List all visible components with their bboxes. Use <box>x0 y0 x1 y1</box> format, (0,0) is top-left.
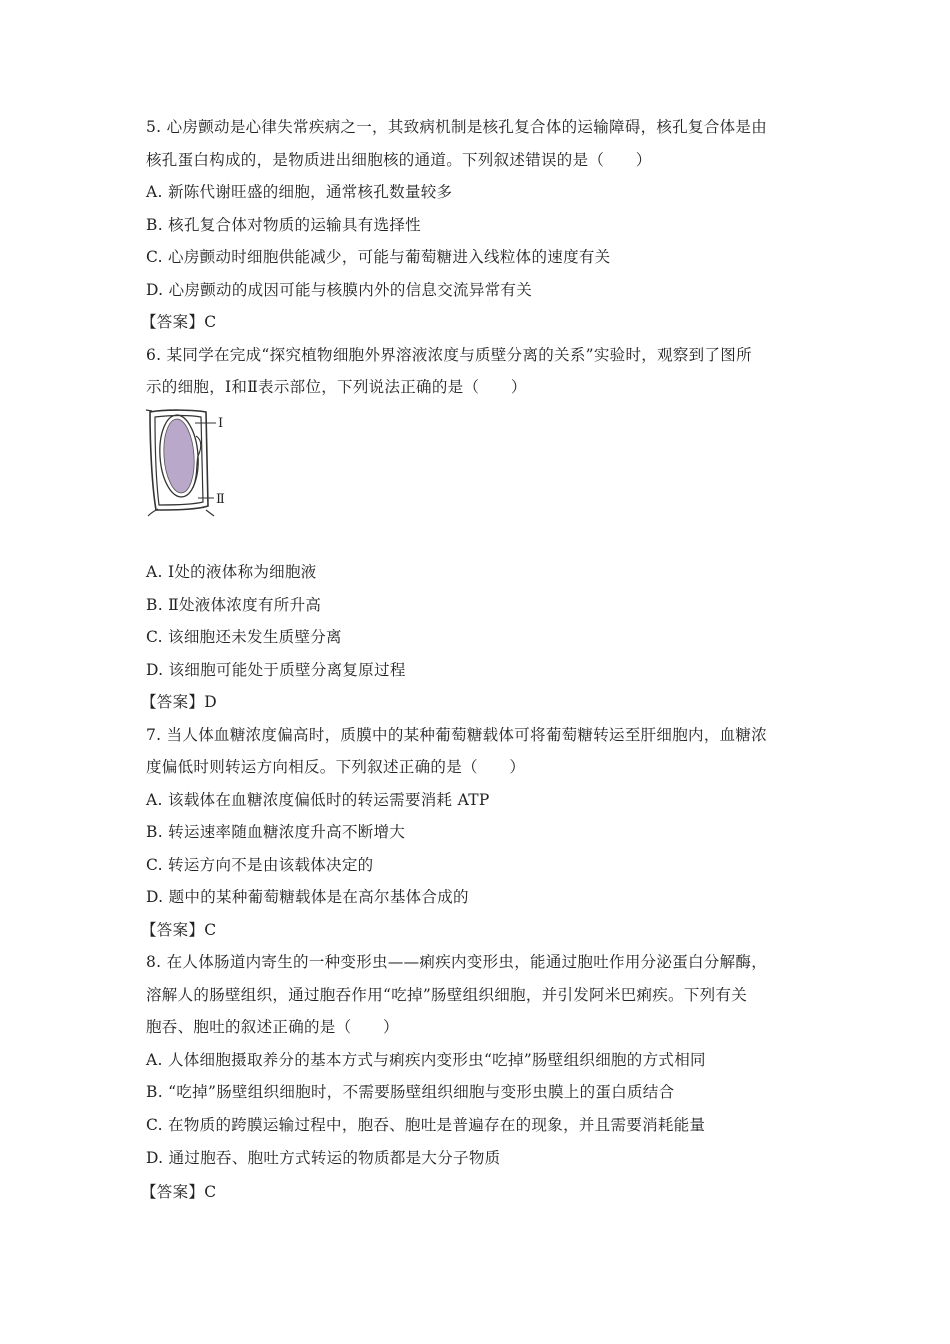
q8-option-c: C. 在物质的跨膜运输过程中，胞吞、胞吐是普遍存在的现象，并且需要消耗能量 <box>146 1116 706 1134</box>
q8-option-b: B. “吃掉”肠壁组织细胞时，不需要肠壁组织细胞与变形虫膜上的蛋白质结合 <box>146 1083 675 1101</box>
vacuole <box>161 418 196 494</box>
q5-stem-line-1: 5. 心房颤动是心律失常疾病之一，其致病机制是核孔复合体的运输障碍，核孔复合体是由 <box>146 118 768 136</box>
adjacent-wall-right <box>206 510 214 516</box>
q7-answer: 【答案】C <box>141 921 217 939</box>
q8-stem-line-3: 胞吞、胞吐的叙述正确的是（ ） <box>146 1018 399 1036</box>
q6-answer: 【答案】D <box>141 693 217 711</box>
adjacent-wall-top <box>146 410 152 411</box>
q5-option-a: A. 新陈代谢旺盛的细胞，通常核孔数量较多 <box>146 183 453 201</box>
q5-option-c: C. 心房颤动时细胞供能减少，可能与葡萄糖进入线粒体的速度有关 <box>146 248 611 266</box>
q7-option-c: C. 转运方向不是由该载体决定的 <box>146 856 374 874</box>
label-2: Ⅱ <box>216 492 225 507</box>
q8-option-d: D. 通过胞吞、胞吐方式转运的物质都是大分子物质 <box>146 1149 501 1167</box>
q8-answer: 【答案】C <box>141 1183 217 1201</box>
q8-option-a: A. 人体细胞摄取养分的基本方式与痢疾内变形虫“吃掉”肠壁组织细胞的方式相同 <box>146 1051 706 1069</box>
q5-option-d: D. 心房颤动的成因可能与核膜内外的信息交流异常有关 <box>146 281 533 299</box>
adjacent-wall-bottom <box>148 509 158 516</box>
q6-option-a: A. Ⅰ处的液体称为细胞液 <box>146 563 317 581</box>
q6-option-b: B. Ⅱ处液体浓度有所升高 <box>146 596 322 614</box>
q7-stem-line-1: 7. 当人体血糖浓度偏高时，质膜中的某种葡萄糖载体可将葡萄糖转运至肝细胞内，血糖浓 <box>146 726 768 744</box>
q5-answer: 【答案】C <box>141 313 217 331</box>
q8-stem-line-1: 8. 在人体肠道内寄生的一种变形虫——痢疾内变形虫，能通过胞吐作用分泌蛋白分解酶， <box>146 953 768 971</box>
q6-option-c: C. 该细胞还未发生质壁分离 <box>146 628 342 646</box>
q7-option-b: B. 转运速率随血糖浓度升高不断增大 <box>146 823 406 841</box>
q6-stem-line-1: 6. 某同学在完成“探究植物细胞外界溶液浓度与质壁分离的关系”实验时，观察到了图所 <box>146 346 752 364</box>
plasmolysis-cell-figure <box>146 406 238 524</box>
q8-stem-line-2: 溶解人的肠壁组织，通过胞吞作用“吃掉”肠壁组织细胞，并引发阿米巴痢疾。下列有关 <box>146 986 748 1004</box>
plant-cell-diagram <box>146 406 238 524</box>
label-1: Ⅰ <box>218 416 224 431</box>
q7-option-a: A. 该载体在血糖浓度偏低时的转运需要消耗 ATP <box>146 791 490 809</box>
q7-option-d: D. 题中的某种葡萄糖载体是在高尔基体合成的 <box>146 888 469 906</box>
q7-stem-line-2: 度偏低时则转运方向相反。下列叙述正确的是（ ） <box>146 758 526 776</box>
q5-option-b: B. 核孔复合体对物质的运输具有选择性 <box>146 216 421 234</box>
q6-stem-line-2: 示的细胞，Ⅰ和Ⅱ表示部位，下列说法正确的是（ ） <box>146 378 527 396</box>
q5-stem-line-2: 核孔蛋白构成的，是物质进出细胞核的通道。下列叙述错误的是（ ） <box>146 151 652 169</box>
q6-option-d: D. 该细胞可能处于质壁分离复原过程 <box>146 661 406 679</box>
